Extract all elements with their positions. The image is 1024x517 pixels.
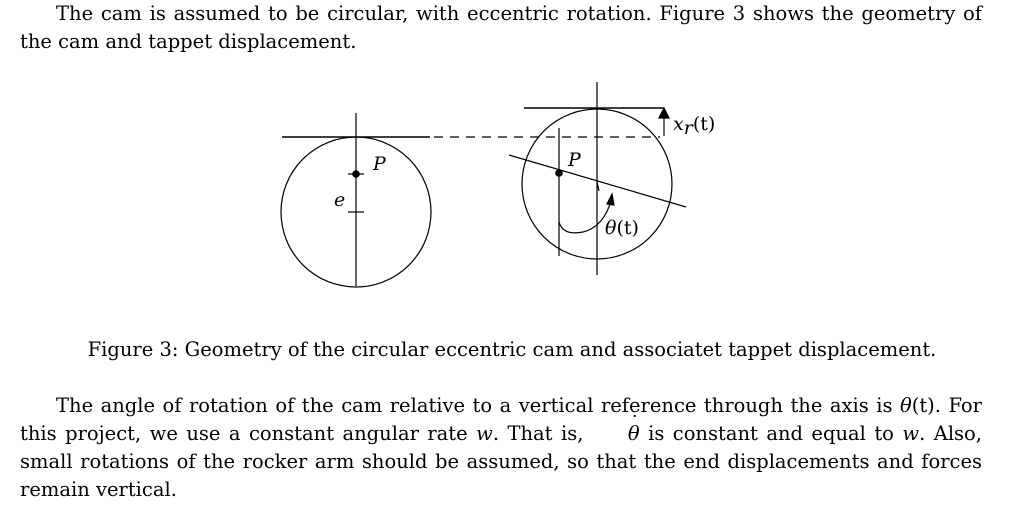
- displacement-label-var: x: [673, 113, 684, 135]
- rotation-paragraph-part1: The angle of rotation of the cam relative to a vertical reference through the axis is: [56, 394, 900, 417]
- angular-rate-symbol-2: w: [902, 422, 920, 445]
- rotation-paragraph-part3: . That is,: [492, 422, 592, 445]
- left-point-label: P: [373, 153, 386, 175]
- right-point-label: P: [568, 149, 581, 171]
- angular-rate-symbol: w: [476, 422, 493, 445]
- left-center-point: [353, 171, 359, 177]
- angle-label-arg: (t): [616, 217, 639, 239]
- intro-paragraph-text: The cam is assumed to be circular, with eccentric rotation. Figure 3 shows the geometry of the cam and tappet displacement.: [20, 2, 982, 53]
- angle-label-symbol: θ: [605, 217, 617, 239]
- theta-dot-symbol: ˙ θ: [592, 420, 640, 448]
- left-cam: [281, 113, 431, 287]
- theta-argument: (t): [911, 394, 935, 417]
- displacement-arrowhead: [659, 108, 669, 118]
- right-center-point: [556, 170, 562, 176]
- rotation-paragraph: [20, 392, 982, 504]
- rotation-paragraph-part2: . For this project, we use a constant angular rate: [20, 394, 982, 445]
- displacement-label: [673, 113, 715, 139]
- displacement-label-sub: r: [683, 117, 693, 139]
- theta-symbol: θ: [899, 394, 912, 417]
- rotation-paragraph-part5: . Also, small rotations of the rocker arm should be assumed, so that the end displacements and forces remain vertical.: [20, 422, 982, 501]
- displacement-label-arg: (t): [692, 113, 716, 135]
- figure-caption: [0, 336, 1024, 364]
- eccentricity-label: e: [334, 189, 346, 211]
- right-cam: [509, 82, 686, 275]
- figure-caption-text: Figure 3: Geometry of the circular eccentric cam and associatet tappet displacement.: [87, 338, 937, 361]
- rotation-paragraph-part4: is constant and equal to: [639, 422, 903, 445]
- angle-arrowhead: [607, 194, 614, 205]
- angle-label: [605, 217, 639, 239]
